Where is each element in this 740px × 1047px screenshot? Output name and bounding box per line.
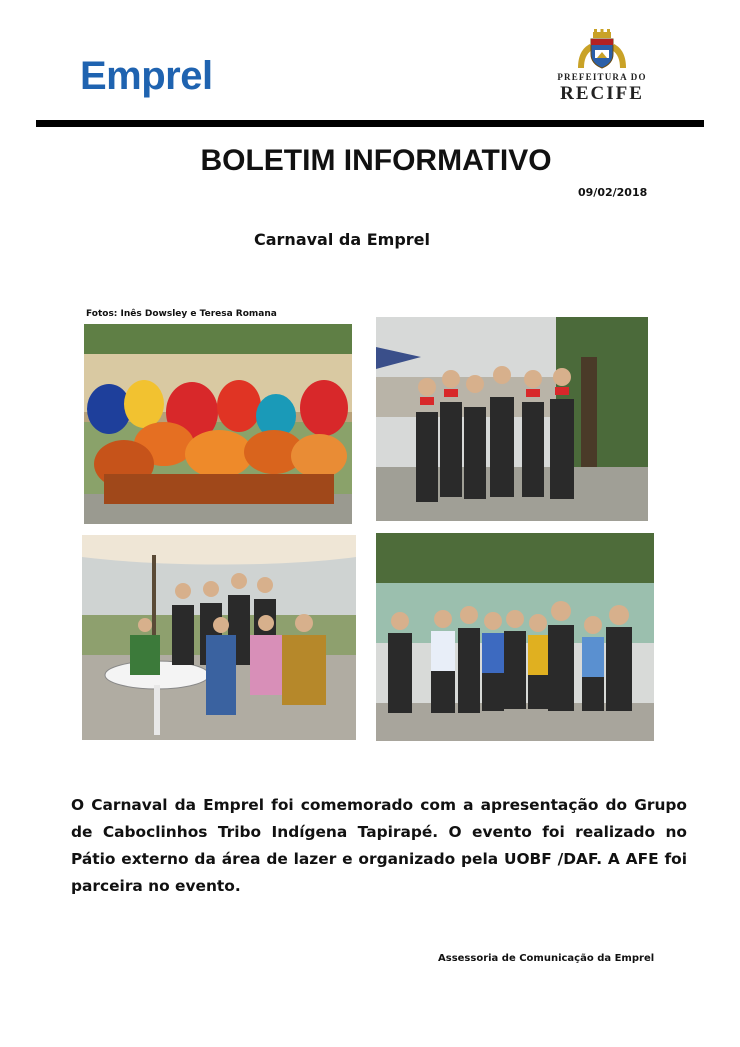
photo-women-at-table	[82, 535, 356, 740]
header-divider	[36, 120, 704, 127]
bulletin-body: O Carnaval da Emprel foi comemorado com a apresentação do Grupo de Caboclinhos Tribo Indígena Tapirapé. O evento foi realizado no Pátio externo da área de lazer e organizado pela UOBF /DAF. A AFE foi parceira no evento.	[71, 796, 687, 895]
seal-line-prefeitura: PREFEITURA DO	[557, 72, 647, 82]
emprel-logo: Emprel	[80, 54, 213, 98]
seal-line-recife: RECIFE	[560, 83, 644, 104]
photo-caboclinhos-dancers	[84, 324, 352, 524]
bulletin-title: BOLETIM INFORMATIVO	[200, 144, 552, 177]
photo-credit: Fotos: Inês Dowsley e Teresa Romana	[86, 309, 277, 319]
coat-of-arms-icon	[576, 28, 628, 70]
bulletin-date: 09/02/2018	[578, 186, 648, 199]
footer-credit: Assessoria de Comunicação da Emprel	[438, 953, 655, 964]
photo-group-courtyard	[376, 533, 654, 741]
photo-group-under-trees	[376, 317, 648, 521]
prefeitura-recife-seal	[548, 28, 656, 106]
bulletin-subtitle: Carnaval da Emprel	[254, 230, 430, 249]
